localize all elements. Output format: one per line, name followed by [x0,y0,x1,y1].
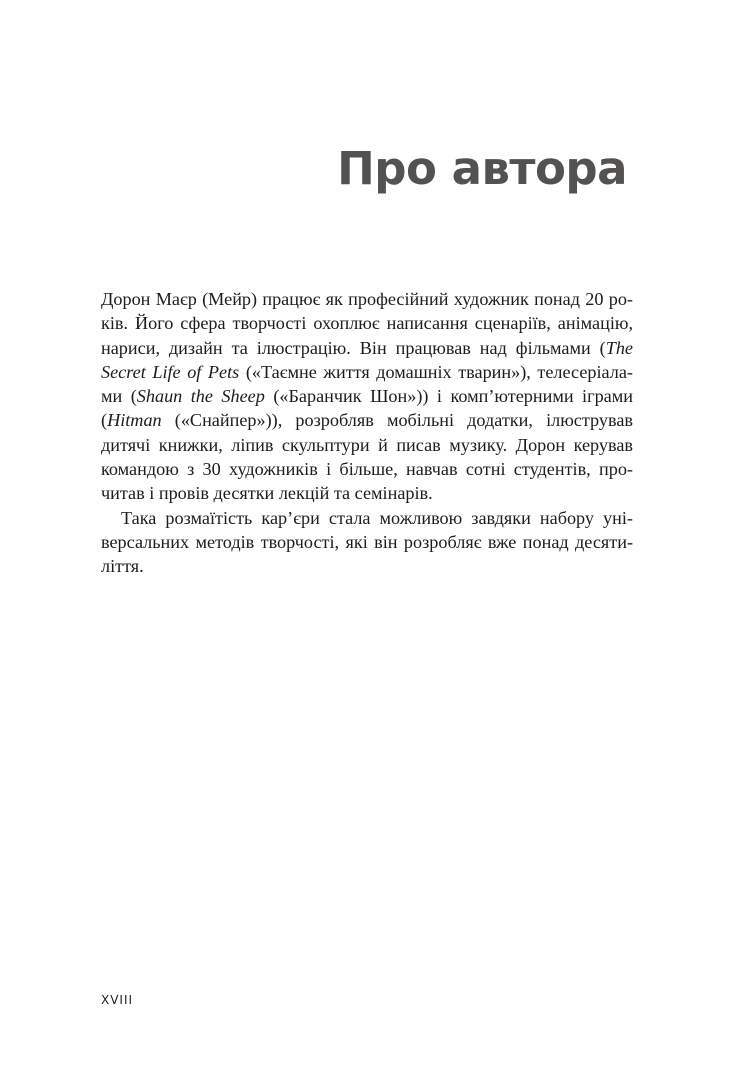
text-run: («Таємне життя домашніх тварин»), телесеріала- [239,361,633,382]
page-title: Про автора [337,142,627,195]
text-run: нариси, дизайн та ілюстрацію. Він працював над фільмами ( [101,337,606,358]
italic-run: Hitman [107,410,162,431]
text-line: версальних методів творчості, які він розробляє вже понад десяти- [101,531,633,552]
text-line [101,360,633,384]
text-run: ( [101,410,108,431]
paragraph-1 [101,287,633,506]
text-line: ків. Його сфера творчості охоплює написання сценаріїв, анімацію, [101,313,633,334]
page-number: XVIII [101,993,134,1007]
italic-run: Shaun the Sheep [136,386,265,407]
text-line: Дорон Маєр (Мейр) працює як професійний художник понад 20 ро- [101,289,633,309]
italic-run: The [605,337,633,358]
text-line: командою з 30 художників і більше, навчав сотні студентів, про- [101,459,633,480]
text-run: («Баранчик Шон»)) і комп’ютерними іграми [264,386,633,407]
text-run: ми ( [101,386,137,407]
text-line [101,384,633,408]
text-line [101,408,633,432]
text-line [101,336,633,360]
text-line: читав і провів десятки лекцій та семінарів. [101,483,433,504]
text-run: («Снайпер»)), розробляв мобільні додатки, ілюстрував [161,410,633,431]
paragraph-2 [101,506,633,579]
text-line: ліття. [101,556,144,577]
text-line: Така розмаїтість кар’єри стала можливою завдяки набору уні- [121,507,633,528]
body-text [101,287,633,579]
italic-run: Secret Life of Pets [101,361,240,382]
text-line: дитячі книжки, ліпив скульптури й писав музику. Дорон керував [101,434,633,455]
